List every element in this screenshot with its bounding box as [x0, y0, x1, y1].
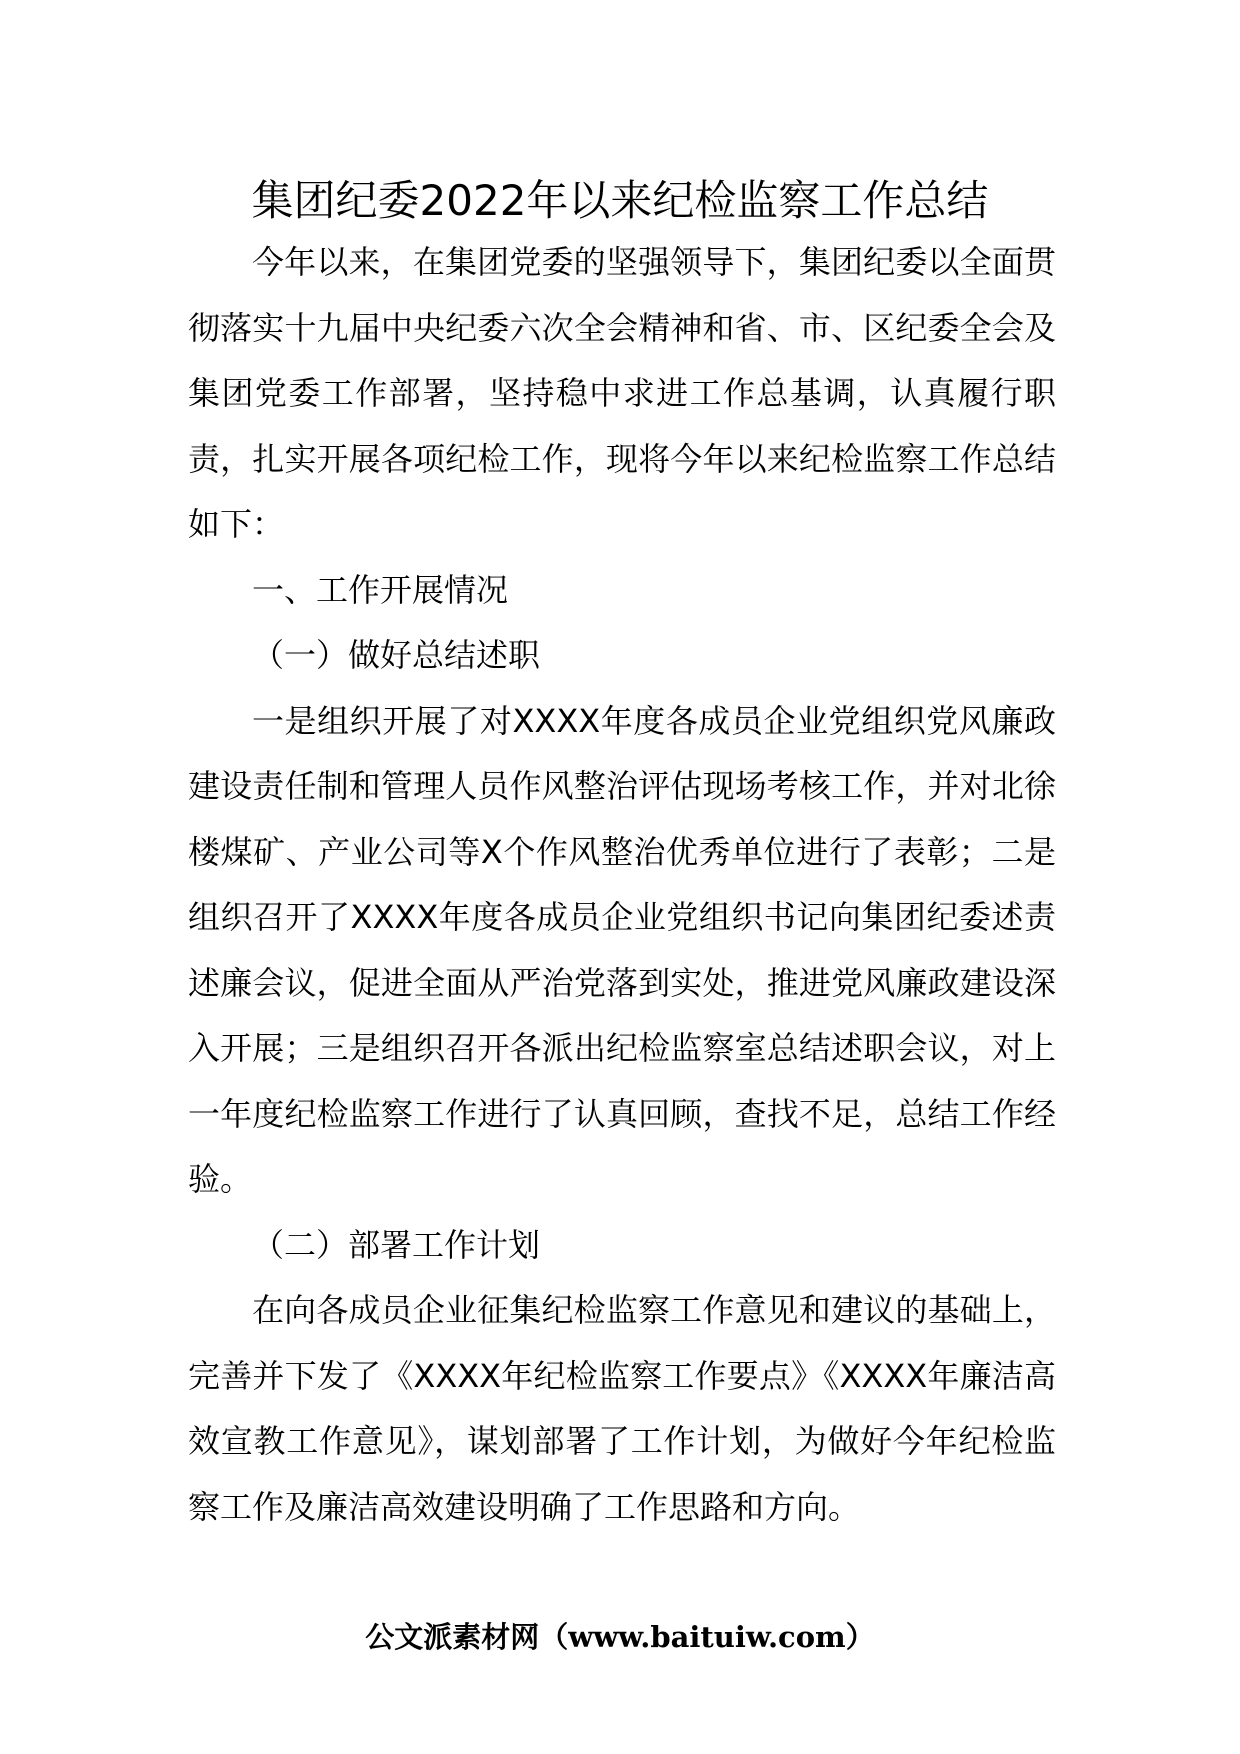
subsection-heading-2: （二）部署工作计划	[252, 1225, 541, 1264]
document-body	[188, 230, 1056, 1540]
footer-watermark: 公文派素材网（www.baituiw.com）	[365, 1620, 875, 1654]
paragraph-intro: 今年以来，在集团党委的坚强领导下，集团纪委以全面贯彻落实十九届中央纪委六次全会精神和省、市、区纪委全会及集团党委工作部署，坚持稳中求进工作总基调，认真履行职责，扎实开展各项纪检工作，现将今年以来纪检监察工作总结如下：	[188, 243, 1056, 543]
paragraph-work-plan: 在向各成员企业征集纪检监察工作意见和建议的基础上，完善并下发了《XXXX年纪检监察工作要点》《XXXX年廉洁高效宣教工作意见》，谋划部署了工作计划，为做好今年纪检监察工作及廉洁高效建设明确了工作思路和方向。	[188, 1291, 1056, 1526]
section-heading-1: 一、工作开展情况	[252, 570, 509, 609]
subsection-heading-1: （一）做好总结述职	[252, 636, 541, 674]
document-title: 集团纪委2022年以来纪检监察工作总结	[251, 176, 989, 225]
paragraph-summary-work: 一是组织开展了对XXXX年度各成员企业党组织党风廉政建设责任制和管理人员作风整治评估现场考核工作，并对北徐楼煤矿、产业公司等X个作风整治优秀单位进行了表彰；二是组织召开了XXXX年度各成员企业党组织书记向集团纪委述责述廉会议，促进全面从严治党落到实处，推进党风廉政建设深入开展；三是组织召开各派出纪检监察室总结述职会议，对上一年度纪检监察工作进行了认真回顾，查找不足，总结工作经验。	[188, 701, 1056, 1198]
